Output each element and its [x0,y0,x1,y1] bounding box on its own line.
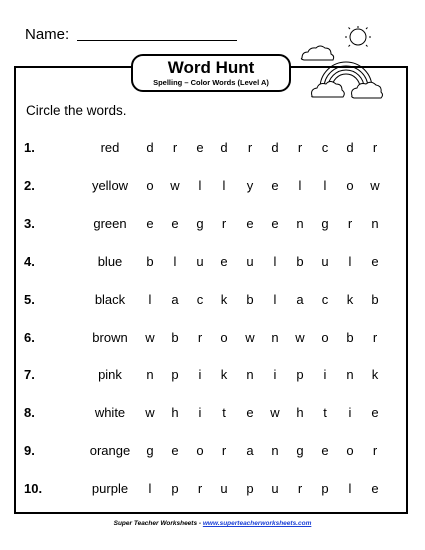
letter-cell[interactable]: r [372,329,378,345]
row-number: 3. [24,215,35,231]
letter-cell[interactable]: o [196,443,204,459]
letter-cell[interactable]: b [296,253,304,269]
letter-cell[interactable]: e [371,405,379,421]
letter-cell[interactable]: n [271,329,279,345]
footer [0,520,425,527]
letter-cell[interactable]: o [346,443,354,459]
letter-cell[interactable]: e [220,253,228,269]
name-line[interactable] [77,40,237,41]
letter-cell[interactable]: r [247,140,253,155]
letter-cell[interactable]: e [196,140,204,155]
rainbow-sun-clouds-icon [300,26,386,108]
letter-cell[interactable]: n [296,215,304,231]
word-row [0,140,425,160]
target-word: blue [97,253,123,269]
letter-cell[interactable]: u [246,253,254,269]
letter-cell[interactable]: l [273,253,277,269]
letter-cell[interactable]: l [148,481,152,497]
letter-cell[interactable]: w [170,177,180,193]
letter-cell[interactable]: u [196,253,204,269]
letter-cell[interactable]: h [171,405,179,421]
word-row [0,405,425,425]
footer-brand: Super Teacher Worksheets [113,520,198,527]
cloud-icon [301,46,382,98]
letter-cell[interactable]: o [146,177,154,193]
letter-cell[interactable]: r [197,329,203,345]
letter-cell[interactable]: b [346,329,354,345]
letter-cell[interactable]: l [222,177,226,193]
letter-cell[interactable]: p [296,367,304,383]
letter-cell[interactable]: k [371,367,379,383]
row-number: 5. [24,291,35,307]
letter-cell[interactable]: w [370,177,380,193]
letter-cell[interactable]: i [198,367,202,383]
sun-icon [345,26,371,47]
target-word: green [93,215,127,231]
letter-cell[interactable]: i [323,367,327,383]
letter-cell[interactable]: e [246,405,254,421]
name-label: Name: [25,26,70,43]
letter-cell[interactable]: e [271,177,279,193]
letter-cell[interactable]: p [171,367,179,383]
letter-cell[interactable]: b [171,329,179,345]
word-row [0,481,425,501]
letter-cell[interactable]: e [271,215,279,231]
target-word: brown [92,329,128,345]
letter-cell[interactable]: e [171,215,179,231]
letter-cell[interactable]: n [271,443,279,459]
letter-cell[interactable]: n [346,367,354,383]
letter-cell[interactable]: l [198,177,202,193]
title-box [131,54,291,92]
letter-cell[interactable]: u [321,253,329,269]
row-number: 4. [24,253,35,269]
letter-cell[interactable]: n [246,367,254,383]
letter-cell[interactable]: a [171,291,179,307]
letter-cell[interactable]: y [246,177,254,193]
letter-cell[interactable]: r [197,481,203,497]
letter-cell[interactable]: u [220,481,228,497]
letter-cell[interactable]: k [220,291,228,307]
worksheet-title: Word Hunt [167,58,255,77]
letter-cell[interactable]: h [296,405,304,421]
letter-cell[interactable]: o [346,177,354,193]
letter-cell[interactable]: b [146,253,154,269]
footer-link[interactable]: www.superteacherworksheets.com [202,520,312,527]
word-row [0,254,425,274]
worksheet-subtitle: Spelling – Color Words (Level A) [153,78,269,87]
letter-cell[interactable]: n [146,367,154,383]
letter-cell[interactable]: l [173,253,177,269]
letter-cell[interactable]: g [196,215,204,231]
word-row [0,367,425,387]
letter-cell[interactable]: g [296,443,304,459]
letter-cell[interactable]: r [347,215,353,231]
letter-cell[interactable]: w [245,329,255,345]
letter-cell[interactable]: e [146,215,154,231]
target-word: white [94,405,126,421]
word-row [0,178,425,198]
letter-cell[interactable]: w [295,329,305,345]
instructions: Circle the words. [26,103,127,118]
letter-cell[interactable]: l [348,481,352,497]
letter-cell[interactable]: o [220,329,228,345]
letter-cell[interactable]: i [198,405,202,421]
letter-cell[interactable]: p [171,481,179,497]
letter-cell[interactable]: c [321,140,329,155]
row-number: 6. [24,329,35,345]
target-word: yellow [91,177,129,193]
word-row [0,292,425,312]
letter-cell[interactable]: o [321,329,329,345]
letter-cell[interactable]: d [346,140,354,155]
row-number: 10. [24,481,43,497]
target-word: purple [91,481,129,497]
target-word: red [100,140,120,155]
letter-cell[interactable]: p [321,481,329,497]
letter-cell[interactable]: k [220,367,228,383]
letter-cell[interactable]: e [171,443,179,459]
letter-cell[interactable]: n [371,215,379,231]
letter-cell[interactable]: w [145,329,155,345]
row-number: 2. [24,177,35,193]
row-number: 9. [24,443,35,459]
letter-cell[interactable]: l [148,291,152,307]
letter-cell[interactable]: u [271,481,279,497]
letter-cell[interactable]: k [346,291,354,307]
letter-cell[interactable]: r [372,443,378,459]
letter-cell[interactable]: e [246,215,254,231]
letter-cell[interactable]: e [371,253,379,269]
footer-separator: - [197,520,203,527]
letter-cell[interactable]: l [273,291,277,307]
letter-cell[interactable]: r [372,140,378,155]
letter-cell[interactable]: r [297,140,303,155]
letter-cell[interactable]: t [323,405,327,421]
letter-cell[interactable]: r [221,443,227,459]
letter-cell[interactable]: c [321,291,329,307]
row-number: 7. [24,367,35,383]
letter-cell[interactable]: a [246,443,254,459]
letter-cell[interactable]: r [172,140,178,155]
target-word: orange [89,443,131,459]
word-row [0,216,425,236]
row-number: 8. [24,405,35,421]
letter-cell[interactable]: t [222,405,226,421]
letter-cell[interactable]: i [273,367,277,383]
letter-cell[interactable]: r [221,215,227,231]
letter-cell[interactable]: w [270,405,280,421]
letter-cell[interactable]: p [246,481,254,497]
letter-cell[interactable]: l [323,177,327,193]
letter-cell[interactable]: d [146,140,154,155]
word-row [0,443,425,463]
letter-cell[interactable]: b [371,291,379,307]
word-row [0,330,425,350]
letter-cell[interactable]: l [298,177,302,193]
row-number: 1. [24,140,35,155]
target-word: black [94,291,126,307]
letter-cell[interactable]: d [271,140,279,155]
target-word: pink [98,367,122,383]
letter-cell[interactable]: c [196,291,204,307]
letter-cell[interactable]: w [145,405,155,421]
letter-cell[interactable]: a [296,291,304,307]
letter-cell[interactable]: e [321,443,329,459]
letter-cell[interactable]: g [146,443,154,459]
letter-cell[interactable]: r [297,481,303,497]
letter-cell[interactable]: e [371,481,379,497]
letter-cell[interactable]: i [348,405,352,421]
letter-cell[interactable]: l [348,253,352,269]
letter-cell[interactable]: d [220,140,228,155]
letter-cell[interactable]: b [246,291,254,307]
letter-cell[interactable]: g [321,215,329,231]
